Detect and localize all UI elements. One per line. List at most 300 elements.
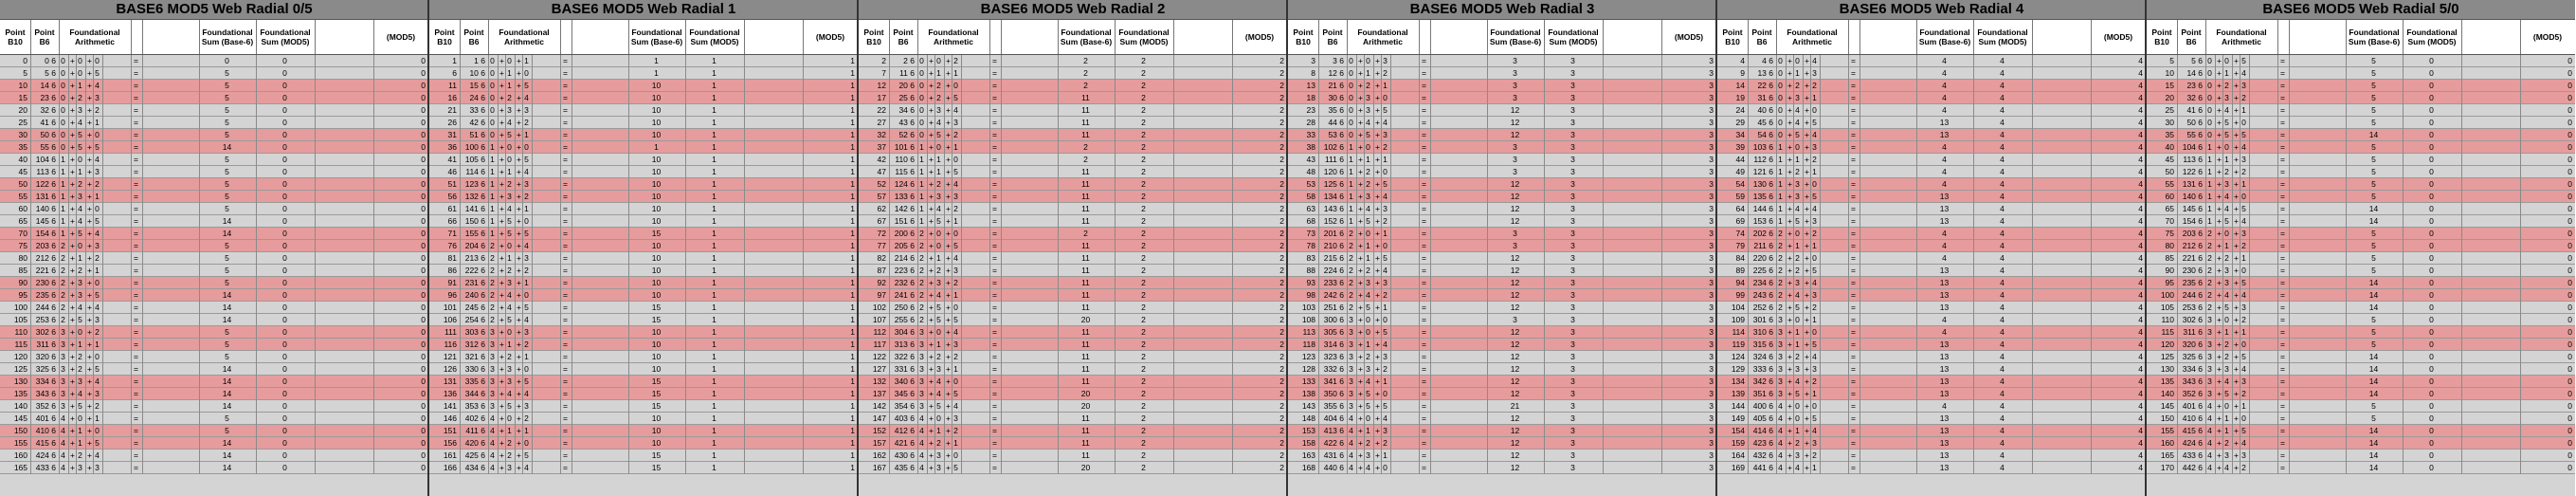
header-divider <box>1347 20 1348 54</box>
cell-digit-a: 1 <box>1778 142 1783 152</box>
cell-equals: = <box>1851 463 1856 472</box>
cell-point-b10: 134 <box>1731 377 1745 386</box>
cell-sum-mod5: 4 <box>2000 105 2005 115</box>
cell-point-b6: 333 6 <box>1752 364 1773 374</box>
cell-plus: + <box>2234 179 2239 189</box>
cell-digit-c: 0 <box>953 155 958 164</box>
cell-plus: + <box>1375 179 1380 189</box>
cell-digit-a: 4 <box>490 426 495 435</box>
cell-digit-a: 1 <box>61 204 65 213</box>
cell-point-b10: 41 <box>447 155 457 164</box>
cell-equals: = <box>992 389 997 398</box>
cell-sum-mod5: 0 <box>282 426 287 435</box>
column-divider <box>744 55 745 474</box>
cell-plus: + <box>2234 413 2239 423</box>
cell-equals: = <box>563 463 568 472</box>
cell-plus: + <box>2217 93 2222 102</box>
cell-plus: + <box>517 413 521 423</box>
cell-digit-b: 5 <box>78 315 82 324</box>
cell-sum-mod5: 0 <box>282 327 287 337</box>
cell-sum-mod5: 4 <box>2000 81 2005 90</box>
column-divider <box>2032 55 2033 474</box>
cell-equals: = <box>2280 327 2285 337</box>
cell-mod5: 4 <box>2138 155 2143 164</box>
cell-point-b6: 415 6 <box>2182 426 2203 435</box>
cell-digit-b: 2 <box>1366 266 1370 275</box>
cell-point-b6: 110 6 <box>895 155 915 164</box>
cell-point-b10: 122 <box>872 352 886 361</box>
cell-sum-base6: 13 <box>1939 364 1950 374</box>
cell-digit-c: 3 <box>1383 278 1388 287</box>
cell-plus: + <box>1805 105 1809 115</box>
cell-digit-a: 1 <box>490 142 495 152</box>
cell-digit-c: 4 <box>1383 266 1388 275</box>
cell-digit-a: 4 <box>1349 426 1353 435</box>
cell-point-b6: 225 6 <box>1752 266 1773 275</box>
table-row <box>2147 289 2575 302</box>
cell-plus: + <box>2217 130 2222 139</box>
cell-point-b10: 40 <box>18 155 27 164</box>
cell-point-b10: 151 <box>443 426 457 435</box>
cell-digit-b: 0 <box>2224 142 2229 152</box>
cell-sum-base6: 10 <box>651 167 662 176</box>
cell-point-b6: 44 6 <box>1328 118 1344 127</box>
cell-sum-base6: 13 <box>1939 352 1950 361</box>
cell-point-b10: 74 <box>1735 229 1745 238</box>
cell-mod5: 0 <box>2567 413 2572 423</box>
cell-digit-c: 2 <box>524 340 529 349</box>
cell-digit-a: 0 <box>1349 105 1353 115</box>
cell-mod5: 3 <box>1709 377 1714 386</box>
cell-plus: + <box>1375 155 1380 164</box>
cell-point-b6: 343 6 <box>35 389 56 398</box>
table-row <box>2147 425 2575 437</box>
cell-mod5: 0 <box>2567 229 2572 238</box>
cell-digit-b: 3 <box>507 463 512 472</box>
header-divider <box>1859 20 1860 54</box>
cell-sum-base6: 13 <box>1939 438 1950 448</box>
cell-digit-b: 2 <box>78 364 82 374</box>
cell-sum-mod5: 0 <box>2429 229 2434 238</box>
cell-digit-c: 2 <box>1812 155 1817 164</box>
cell-digit-b: 3 <box>1366 105 1370 115</box>
cell-sum-base6: 3 <box>1513 81 1517 90</box>
cell-digit-a: 3 <box>490 401 495 411</box>
table-row <box>429 166 858 178</box>
cell-digit-c: 3 <box>1383 130 1388 139</box>
cell-plus: + <box>517 290 521 300</box>
table-row <box>859 252 1287 265</box>
header-divider <box>989 20 990 54</box>
cell-digit-c: 3 <box>1812 142 1817 152</box>
cell-sum-mod5: 0 <box>2429 204 2434 213</box>
header-sum-mod5: Foundational Sum (MOD5) <box>689 28 740 46</box>
table-row <box>1288 450 1716 462</box>
cell-equals: = <box>2280 167 2285 176</box>
cell-plus: + <box>517 426 521 435</box>
cell-sum-base6: 11 <box>1081 130 1090 139</box>
cell-point-b10: 166 <box>443 463 457 472</box>
cell-plus: + <box>2234 68 2239 78</box>
cell-point-b10: 98 <box>1306 290 1315 300</box>
cell-digit-b: 1 <box>2224 413 2229 423</box>
table-row <box>2147 326 2575 339</box>
cell-point-b6: 242 6 <box>1323 290 1344 300</box>
cell-point-b10: 123 <box>1301 352 1315 361</box>
cell-digit-a: 1 <box>490 216 495 226</box>
cell-sum-base6: 12 <box>1510 216 1520 226</box>
cell-plus: + <box>2234 303 2239 312</box>
cell-point-b6: 425 6 <box>464 450 485 460</box>
cell-plus: + <box>1358 364 1363 374</box>
table-row <box>2147 67 2575 80</box>
cell-point-b10: 153 <box>1301 426 1315 435</box>
cell-point-b6: 41 6 <box>40 118 56 127</box>
cell-digit-a: 2 <box>1778 278 1783 287</box>
cell-mod5: 2 <box>1279 229 1284 238</box>
cell-sum-base6: 5 <box>2371 118 2376 127</box>
cell-sum-base6: 11 <box>1081 192 1090 201</box>
cell-sum-mod5: 0 <box>2429 56 2434 65</box>
cell-plus: + <box>499 167 504 176</box>
cell-digit-b: 4 <box>2224 204 2229 213</box>
cell-sum-base6: 10 <box>651 216 662 226</box>
cell-digit-b: 5 <box>1366 401 1370 411</box>
cell-point-b6: 102 6 <box>1323 142 1344 152</box>
cell-point-b6: 231 6 <box>464 278 485 287</box>
cell-sum-base6: 21 <box>1510 401 1520 411</box>
cell-plus: + <box>87 142 92 152</box>
cell-digit-b: 0 <box>1366 327 1370 337</box>
cell-digit-c: 0 <box>2241 118 2246 127</box>
cell-point-b10: 133 <box>1301 377 1315 386</box>
cell-plus: + <box>70 241 75 250</box>
cell-plus: + <box>1375 389 1380 398</box>
cell-point-b10: 126 <box>443 364 457 374</box>
column-divider <box>1848 55 1849 474</box>
cell-mod5: 1 <box>850 167 855 176</box>
cell-digit-c: 4 <box>2241 142 2246 152</box>
cell-digit-b: 2 <box>507 450 512 460</box>
header-arithmetic: Foundational Arithmetic <box>499 28 550 46</box>
cell-point-b10: 51 <box>447 179 457 189</box>
cell-digit-c: 0 <box>953 450 958 460</box>
cell-digit-a: 1 <box>61 229 65 238</box>
cell-mod5: 0 <box>421 401 426 411</box>
cell-point-b10: 141 <box>443 401 457 411</box>
cell-point-b10: 163 <box>1301 450 1315 460</box>
cell-point-b6: 322 6 <box>894 352 915 361</box>
cell-point-b10: 73 <box>1306 229 1315 238</box>
cell-point-b10: 77 <box>877 241 886 250</box>
cell-plus: + <box>70 81 75 90</box>
cell-sum-base6: 5 <box>225 327 229 337</box>
table-row <box>859 388 1287 400</box>
cell-digit-c: 2 <box>1383 68 1388 78</box>
table-row <box>1288 265 1716 277</box>
cell-point-b10: 33 <box>1306 130 1315 139</box>
cell-plus: + <box>1375 450 1380 460</box>
cell-point-b10: 42 <box>877 155 886 164</box>
cell-plus: + <box>1375 56 1380 65</box>
header-divider <box>199 20 200 54</box>
cell-point-b6: 255 6 <box>894 315 915 324</box>
cell-digit-c: 1 <box>1383 303 1388 312</box>
cell-digit-c: 5 <box>953 315 958 324</box>
cell-sum-mod5: 1 <box>712 118 717 127</box>
cell-equals: = <box>2280 315 2285 324</box>
cell-digit-c: 4 <box>953 253 958 263</box>
cell-mod5: 4 <box>2138 290 2143 300</box>
cell-point-b6: 202 6 <box>1752 229 1773 238</box>
cell-digit-a: 0 <box>1778 130 1783 139</box>
cell-plus: + <box>1805 303 1809 312</box>
table-row <box>859 67 1287 80</box>
cell-sum-mod5: 4 <box>2000 389 2005 398</box>
cell-plus: + <box>517 241 521 250</box>
cell-digit-c: 4 <box>2241 364 2246 374</box>
cell-equals: = <box>2280 463 2285 472</box>
cell-sum-mod5: 3 <box>1570 303 1575 312</box>
cell-sum-base6: 3 <box>1513 155 1517 164</box>
cell-digit-c: 2 <box>524 118 529 127</box>
cell-point-b6: 334 6 <box>35 377 56 386</box>
cell-digit-b: 4 <box>1795 290 1800 300</box>
cell-plus: + <box>517 401 521 411</box>
cell-equals: = <box>563 130 568 139</box>
cell-plus: + <box>946 315 951 324</box>
cell-sum-mod5: 0 <box>282 93 287 102</box>
cell-sum-base6: 11 <box>1081 253 1090 263</box>
cell-digit-a: 0 <box>1778 93 1783 102</box>
cell-digit-a: 2 <box>1349 253 1353 263</box>
cell-sum-base6: 12 <box>1510 179 1520 189</box>
cell-digit-a: 0 <box>919 105 924 115</box>
cell-plus: + <box>1805 155 1809 164</box>
cell-plus: + <box>2234 450 2239 460</box>
cell-point-b6: 34 6 <box>898 105 915 115</box>
cell-digit-b: 2 <box>78 352 82 361</box>
cell-point-b10: 66 <box>447 216 457 226</box>
table-row <box>429 129 858 141</box>
cell-point-b10: 170 <box>2160 463 2174 472</box>
table-row <box>1288 240 1716 252</box>
cell-point-b6: 401 6 <box>35 413 56 423</box>
cell-digit-c: 0 <box>524 364 529 374</box>
cell-sum-base6: 0 <box>225 56 229 65</box>
cell-plus: + <box>2217 253 2222 263</box>
cell-point-b6: 314 6 <box>1323 340 1344 349</box>
cell-plus: + <box>70 401 75 411</box>
cell-plus: + <box>946 118 951 127</box>
cell-plus: + <box>2234 253 2239 263</box>
cell-plus: + <box>70 413 75 423</box>
cell-sum-mod5: 4 <box>2000 216 2005 226</box>
table-row <box>429 437 858 450</box>
cell-plus: + <box>87 81 92 90</box>
cell-point-b10: 30 <box>18 130 27 139</box>
cell-equals: = <box>1422 241 1426 250</box>
cell-point-b6: 433 6 <box>35 463 56 472</box>
cell-digit-b: 4 <box>936 204 941 213</box>
cell-equals: = <box>1851 426 1856 435</box>
table-row <box>2147 400 2575 413</box>
cell-plus: + <box>499 438 504 448</box>
cell-point-b10: 107 <box>872 315 886 324</box>
cell-point-b10: 169 <box>1731 463 1745 472</box>
cell-plus: + <box>1375 290 1380 300</box>
cell-sum-mod5: 3 <box>1570 105 1575 115</box>
cell-plus: + <box>929 68 934 78</box>
cell-plus: + <box>946 290 951 300</box>
cell-sum-base6: 11 <box>1081 290 1090 300</box>
cell-digit-a: 0 <box>490 56 495 65</box>
cell-plus: + <box>1805 327 1809 337</box>
cell-plus: + <box>70 352 75 361</box>
header-divider <box>1973 20 1974 54</box>
cell-equals: = <box>1851 118 1856 127</box>
header-divider <box>1419 20 1420 54</box>
table-row <box>1288 80 1716 92</box>
cell-sum-mod5: 4 <box>2000 93 2005 102</box>
cell-mod5: 2 <box>1279 56 1284 65</box>
cell-mod5: 4 <box>2138 192 2143 201</box>
cell-plus: + <box>1358 278 1363 287</box>
table-row <box>859 450 1287 462</box>
cell-digit-a: 4 <box>490 450 495 460</box>
cell-equals: = <box>563 278 568 287</box>
cell-sum-base6: 13 <box>1939 204 1950 213</box>
cell-digit-b: 3 <box>2224 278 2229 287</box>
cell-point-b6: 404 6 <box>1323 413 1344 423</box>
cell-point-b10: 90 <box>2165 266 2174 275</box>
cell-digit-c: 2 <box>524 192 529 201</box>
cell-equals: = <box>992 364 997 374</box>
cell-plus: + <box>1375 327 1380 337</box>
cell-digit-b: 0 <box>2224 315 2229 324</box>
cell-point-b10: 19 <box>1735 93 1745 102</box>
cell-plus: + <box>1375 426 1380 435</box>
cell-digit-c: 0 <box>1812 179 1817 189</box>
cell-point-b6: 250 6 <box>894 303 915 312</box>
cell-plus: + <box>517 81 521 90</box>
header-sum-mod5: Foundational Sum (MOD5) <box>260 28 311 46</box>
cell-digit-c: 5 <box>524 155 529 164</box>
cell-equals: = <box>1422 278 1426 287</box>
cell-point-b6: 424 6 <box>2182 438 2203 448</box>
cell-point-b6: 320 6 <box>2182 340 2203 349</box>
cell-point-b6: 213 6 <box>464 253 485 263</box>
cell-digit-b: 5 <box>78 130 82 139</box>
cell-digit-b: 1 <box>936 340 941 349</box>
cell-sum-mod5: 0 <box>2429 315 2434 324</box>
cell-plus: + <box>1358 68 1363 78</box>
cell-sum-mod5: 0 <box>2429 130 2434 139</box>
cell-digit-b: 2 <box>1795 167 1800 176</box>
cell-mod5: 1 <box>850 93 855 102</box>
radial-table-1 <box>429 0 858 496</box>
cell-sum-base6: 14 <box>222 229 232 238</box>
column-header-row <box>1288 20 1716 55</box>
cell-sum-base6: 4 <box>1942 167 1947 176</box>
cell-digit-b: 0 <box>1366 315 1370 324</box>
cell-equals: = <box>563 315 568 324</box>
cell-plus: + <box>1375 253 1380 263</box>
cell-digit-a: 3 <box>1349 364 1353 374</box>
cell-point-b6: 115 6 <box>895 167 915 176</box>
cell-point-b10: 25 <box>2165 105 2174 115</box>
cell-digit-c: 5 <box>524 377 529 386</box>
cell-equals: = <box>563 56 568 65</box>
cell-mod5: 1 <box>850 179 855 189</box>
cell-point-b6: 303 6 <box>464 327 485 337</box>
table-row <box>2147 252 2575 265</box>
cell-point-b10: 20 <box>18 105 27 115</box>
column-divider <box>2215 55 2216 474</box>
table-row <box>1288 166 1716 178</box>
cell-sum-base6: 5 <box>2371 241 2376 250</box>
table-row <box>0 240 428 252</box>
cell-point-b10: 57 <box>877 192 886 201</box>
cell-sum-mod5: 3 <box>1570 327 1575 337</box>
cell-point-b6: 323 6 <box>1323 352 1344 361</box>
cell-digit-c: 2 <box>1812 229 1817 238</box>
table-row <box>429 117 858 129</box>
cell-digit-c: 3 <box>1383 352 1388 361</box>
cell-plus: + <box>1787 81 1792 90</box>
cell-equals: = <box>992 68 997 78</box>
cell-sum-base6: 15 <box>651 229 662 238</box>
cell-digit-b: 0 <box>936 56 941 65</box>
table-row <box>429 339 858 351</box>
cell-digit-a: 0 <box>1349 68 1353 78</box>
cell-digit-b: 3 <box>936 450 941 460</box>
column-divider <box>1487 55 1488 474</box>
cell-point-b6: 111 6 <box>1324 155 1344 164</box>
cell-mod5: 3 <box>1709 278 1714 287</box>
cell-point-b10: 130 <box>2160 364 2174 374</box>
cell-plus: + <box>517 216 521 226</box>
cell-sum-mod5: 3 <box>1570 253 1575 263</box>
cell-point-b6: 441 6 <box>1752 463 1773 472</box>
cell-digit-b: 5 <box>936 315 941 324</box>
cell-mod5: 3 <box>1709 303 1714 312</box>
cell-digit-b: 4 <box>2224 290 2229 300</box>
cell-point-b6: 243 6 <box>1752 290 1773 300</box>
cell-plus: + <box>1358 142 1363 152</box>
cell-digit-c: 4 <box>1383 413 1388 423</box>
table-row <box>429 228 858 240</box>
cell-digit-a: 4 <box>2207 463 2212 472</box>
table-row <box>1288 363 1716 376</box>
cell-digit-a: 4 <box>1778 426 1783 435</box>
cell-digit-b: 1 <box>936 155 941 164</box>
table-row <box>1717 117 2146 129</box>
cell-digit-b: 4 <box>1795 463 1800 472</box>
cell-equals: = <box>134 216 138 226</box>
cell-digit-a: 0 <box>1778 56 1783 65</box>
cell-digit-b: 4 <box>1366 377 1370 386</box>
cell-digit-b: 4 <box>2224 463 2229 472</box>
cell-sum-mod5: 1 <box>712 438 717 448</box>
column-divider <box>2520 55 2521 474</box>
cell-digit-b: 0 <box>1366 229 1370 238</box>
cell-plus: + <box>2217 81 2222 90</box>
table-row <box>429 191 858 203</box>
cell-mod5: 1 <box>850 266 855 275</box>
cell-digit-a: 2 <box>61 266 65 275</box>
cell-plus: + <box>87 93 92 102</box>
